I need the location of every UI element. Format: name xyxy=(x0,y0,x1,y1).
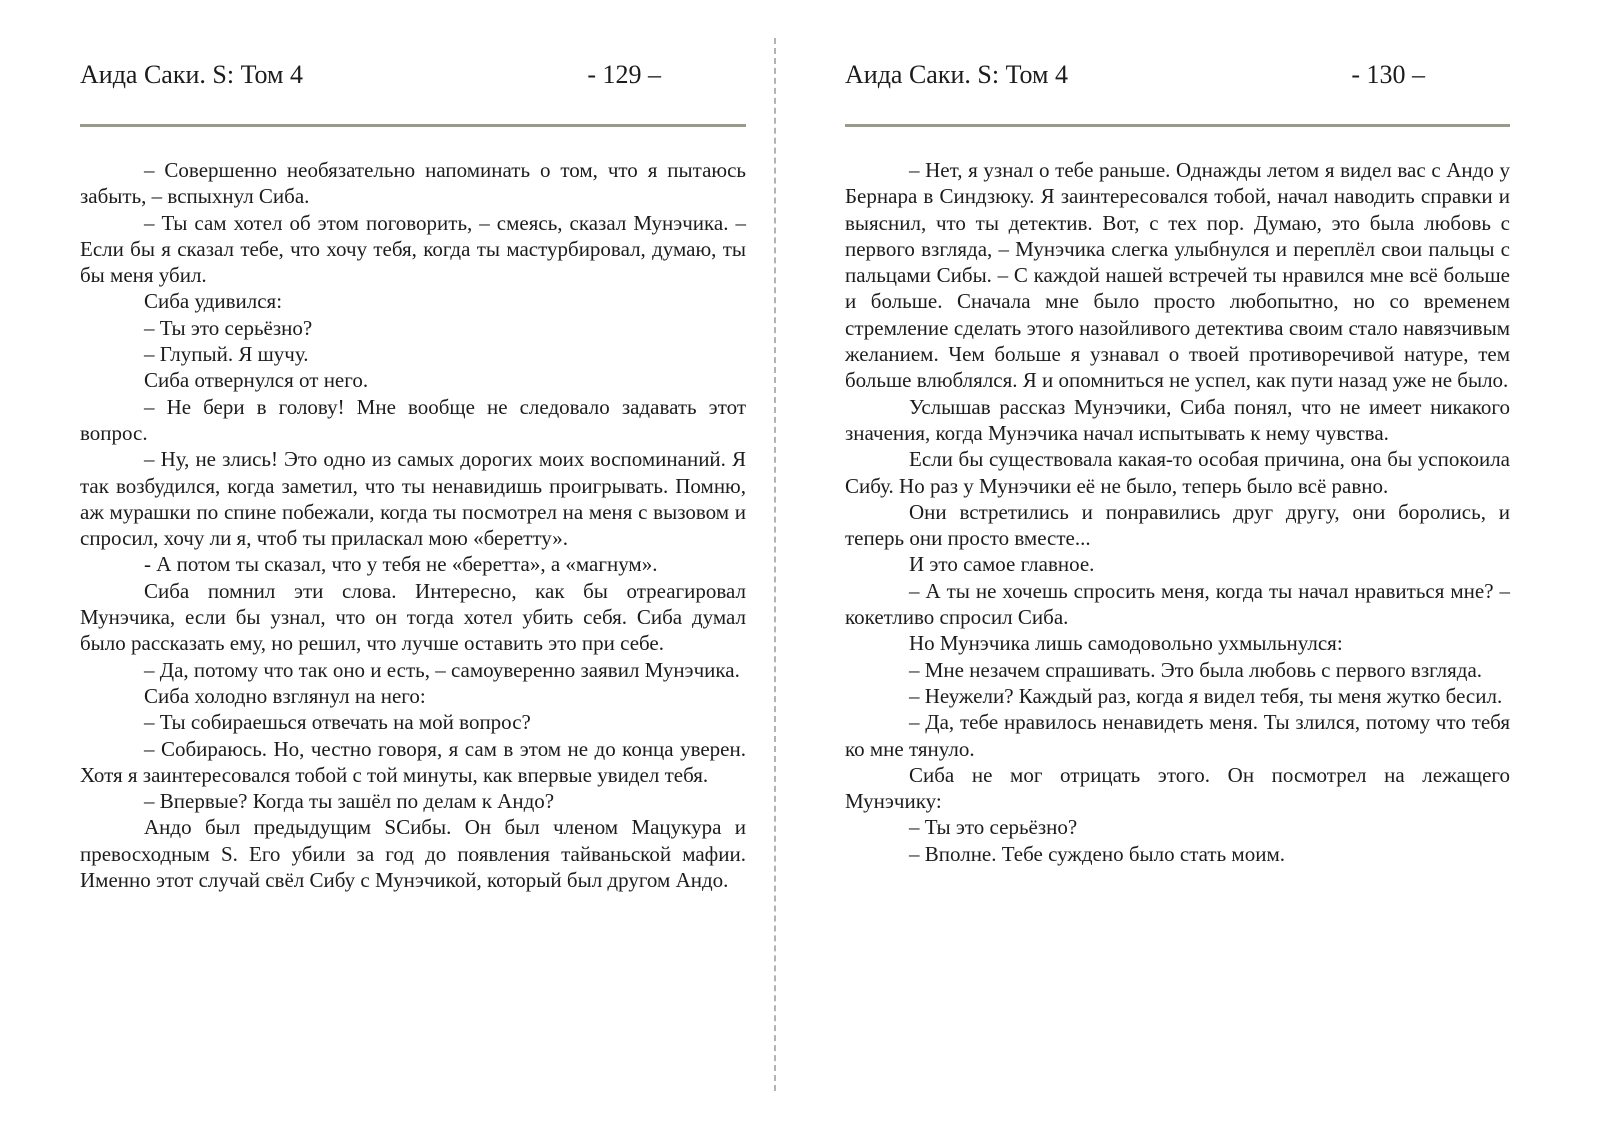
header-rule xyxy=(845,124,1510,127)
paragraph: – Ты сам хотел об этом поговорить, – смеясь, сказал Мунэчика. – Если бы я сказал тебе, что хочу тебя, когда ты мастурбировал, думаю, ты бы меня убил. xyxy=(80,210,746,288)
paragraph: – Не бери в голову! Мне вообще не следовало задавать этот вопрос. xyxy=(80,394,746,445)
page-right-header xyxy=(845,60,1510,90)
paragraph: – Совершенно необязательно напоминать о том, что я пытаюсь забыть, – вспыхнул Сиба. xyxy=(80,158,746,209)
paragraph: – Да, потому что так оно и есть, – самоуверенно заявил Мунэчика. xyxy=(144,657,740,682)
paragraph: – Нет, я узнал о тебе раньше. Однажды летом я видел вас с Андо у Бернара в Синдзюку. Я заинтересовался тобой, начал наводить справки и выяснил, что ты детектив. Вот, с тех пор. Думаю, это была любовь с первого взгляда, – Мунэчика слегка улыбнулся и переплёл свои пальцы с пальцами Сибы. – С каждой нашей встречей ты нравился мне всё больше и больше. Сначала мне было просто любопытно, но со временем стремление сделать этого назойливого детектива своим стало навязчивым желанием. Чем больше я узнавал о твоей противоречивой натуре, тем больше влюблялся. Я и опомниться не успел, как пути назад уже не было. xyxy=(845,158,1510,393)
paragraph: – Мне незачем спрашивать. Это была любовь с первого взгляда. xyxy=(909,657,1483,682)
page-number: - 130 – xyxy=(1351,60,1425,89)
page-right-body xyxy=(845,157,1510,867)
paragraph: Сиба не мог отрицать этого. Он посмотрел на лежащего Мунэчику: xyxy=(845,762,1510,814)
page-divider-dashed-line xyxy=(774,38,776,1091)
paragraph: – Впервые? Когда ты зашёл по делам к Андо? xyxy=(144,789,555,814)
paragraph: Андо был предыдущим SСибы. Он был членом Мацукура и превосходным S. Его убили за год до появления тайваньской мафии. Именно этот случай свёл Сибу с Мунэчикой, который был другом Андо. xyxy=(80,815,746,893)
page-left-body xyxy=(80,157,746,893)
running-title: Аида Саки. S: Том 4 xyxy=(845,60,1068,89)
paragraph: Они встретились и понравились друг другу, они боролись, и теперь они просто вместе... xyxy=(845,499,1510,551)
paragraph: – Ну, не злись! Это одно из самых дорогих моих воспоминаний. Я так возбудился, когда заметил, что ты ненавидишь проигрывать. Помню, аж мурашки по спине побежали, когда ты посмотрел на меня с вызовом и спросил, хочу ли я, чтоб ты приласкал мою «беретту». xyxy=(80,447,746,551)
page-number: - 129 – xyxy=(587,60,661,89)
paragraph: – Неужели? Каждый раз, когда я видел тебя, ты меня жутко бесил. xyxy=(909,683,1503,708)
paragraph: Услышав рассказ Мунэчики, Сиба понял, что не имеет никакого значения, когда Мунэчика начал испытывать к нему чувства. xyxy=(845,394,1510,445)
paragraph: Сиба помнил эти слова. Интересно, как бы отреагировал Мунэчика, если бы узнал, что он тогда хотел убить себя. Сиба думал было рассказать ему, но решил, что лучше оставить это при себе. xyxy=(80,578,746,656)
paragraph: - А потом ты сказал, что у тебя не «беретта», а «магнум». xyxy=(144,552,658,577)
paragraph: – Ты это серьёзно? xyxy=(909,815,1078,840)
running-title: Аида Саки. S: Том 4 xyxy=(80,60,303,89)
paragraph: – А ты не хочешь спросить меня, когда ты начал нравиться мне? – кокетливо спросил Сиба. xyxy=(845,578,1510,630)
page-left-header xyxy=(80,60,746,90)
paragraph: И это самое главное. xyxy=(909,552,1095,577)
page-left xyxy=(80,0,746,893)
paragraph: – Да, тебе нравилось ненавидеть меня. Ты злился, потому что тебя ко мне тянуло. xyxy=(845,710,1510,761)
paragraph: – Ты собираешься отвечать на мой вопрос? xyxy=(144,710,531,735)
paragraph: – Вполне. Тебе суждено было стать моим. xyxy=(909,841,1285,866)
paragraph: – Ты это серьёзно? xyxy=(144,315,313,340)
header-rule xyxy=(80,124,746,127)
paragraph: Сиба холодно взглянул на него: xyxy=(144,683,426,708)
paragraph: Если бы существовала какая-то особая причина, она бы успокоила Сибу. Но раз у Мунэчики её не было, теперь было всё равно. xyxy=(845,447,1510,498)
paragraph: – Собираюсь. Но, честно говоря, я сам в этом не до конца уверен. Хотя я заинтересовался тобой с той минуты, как впервые увидел тебя. xyxy=(80,736,746,787)
paragraph: Но Мунэчика лишь самодовольно ухмыльнулся: xyxy=(909,631,1343,656)
page-right xyxy=(845,0,1510,867)
paragraph: – Глупый. Я шучу. xyxy=(144,342,309,367)
paragraph: Сиба отвернулся от него. xyxy=(144,368,369,393)
paragraph: Сиба удивился: xyxy=(144,289,283,314)
